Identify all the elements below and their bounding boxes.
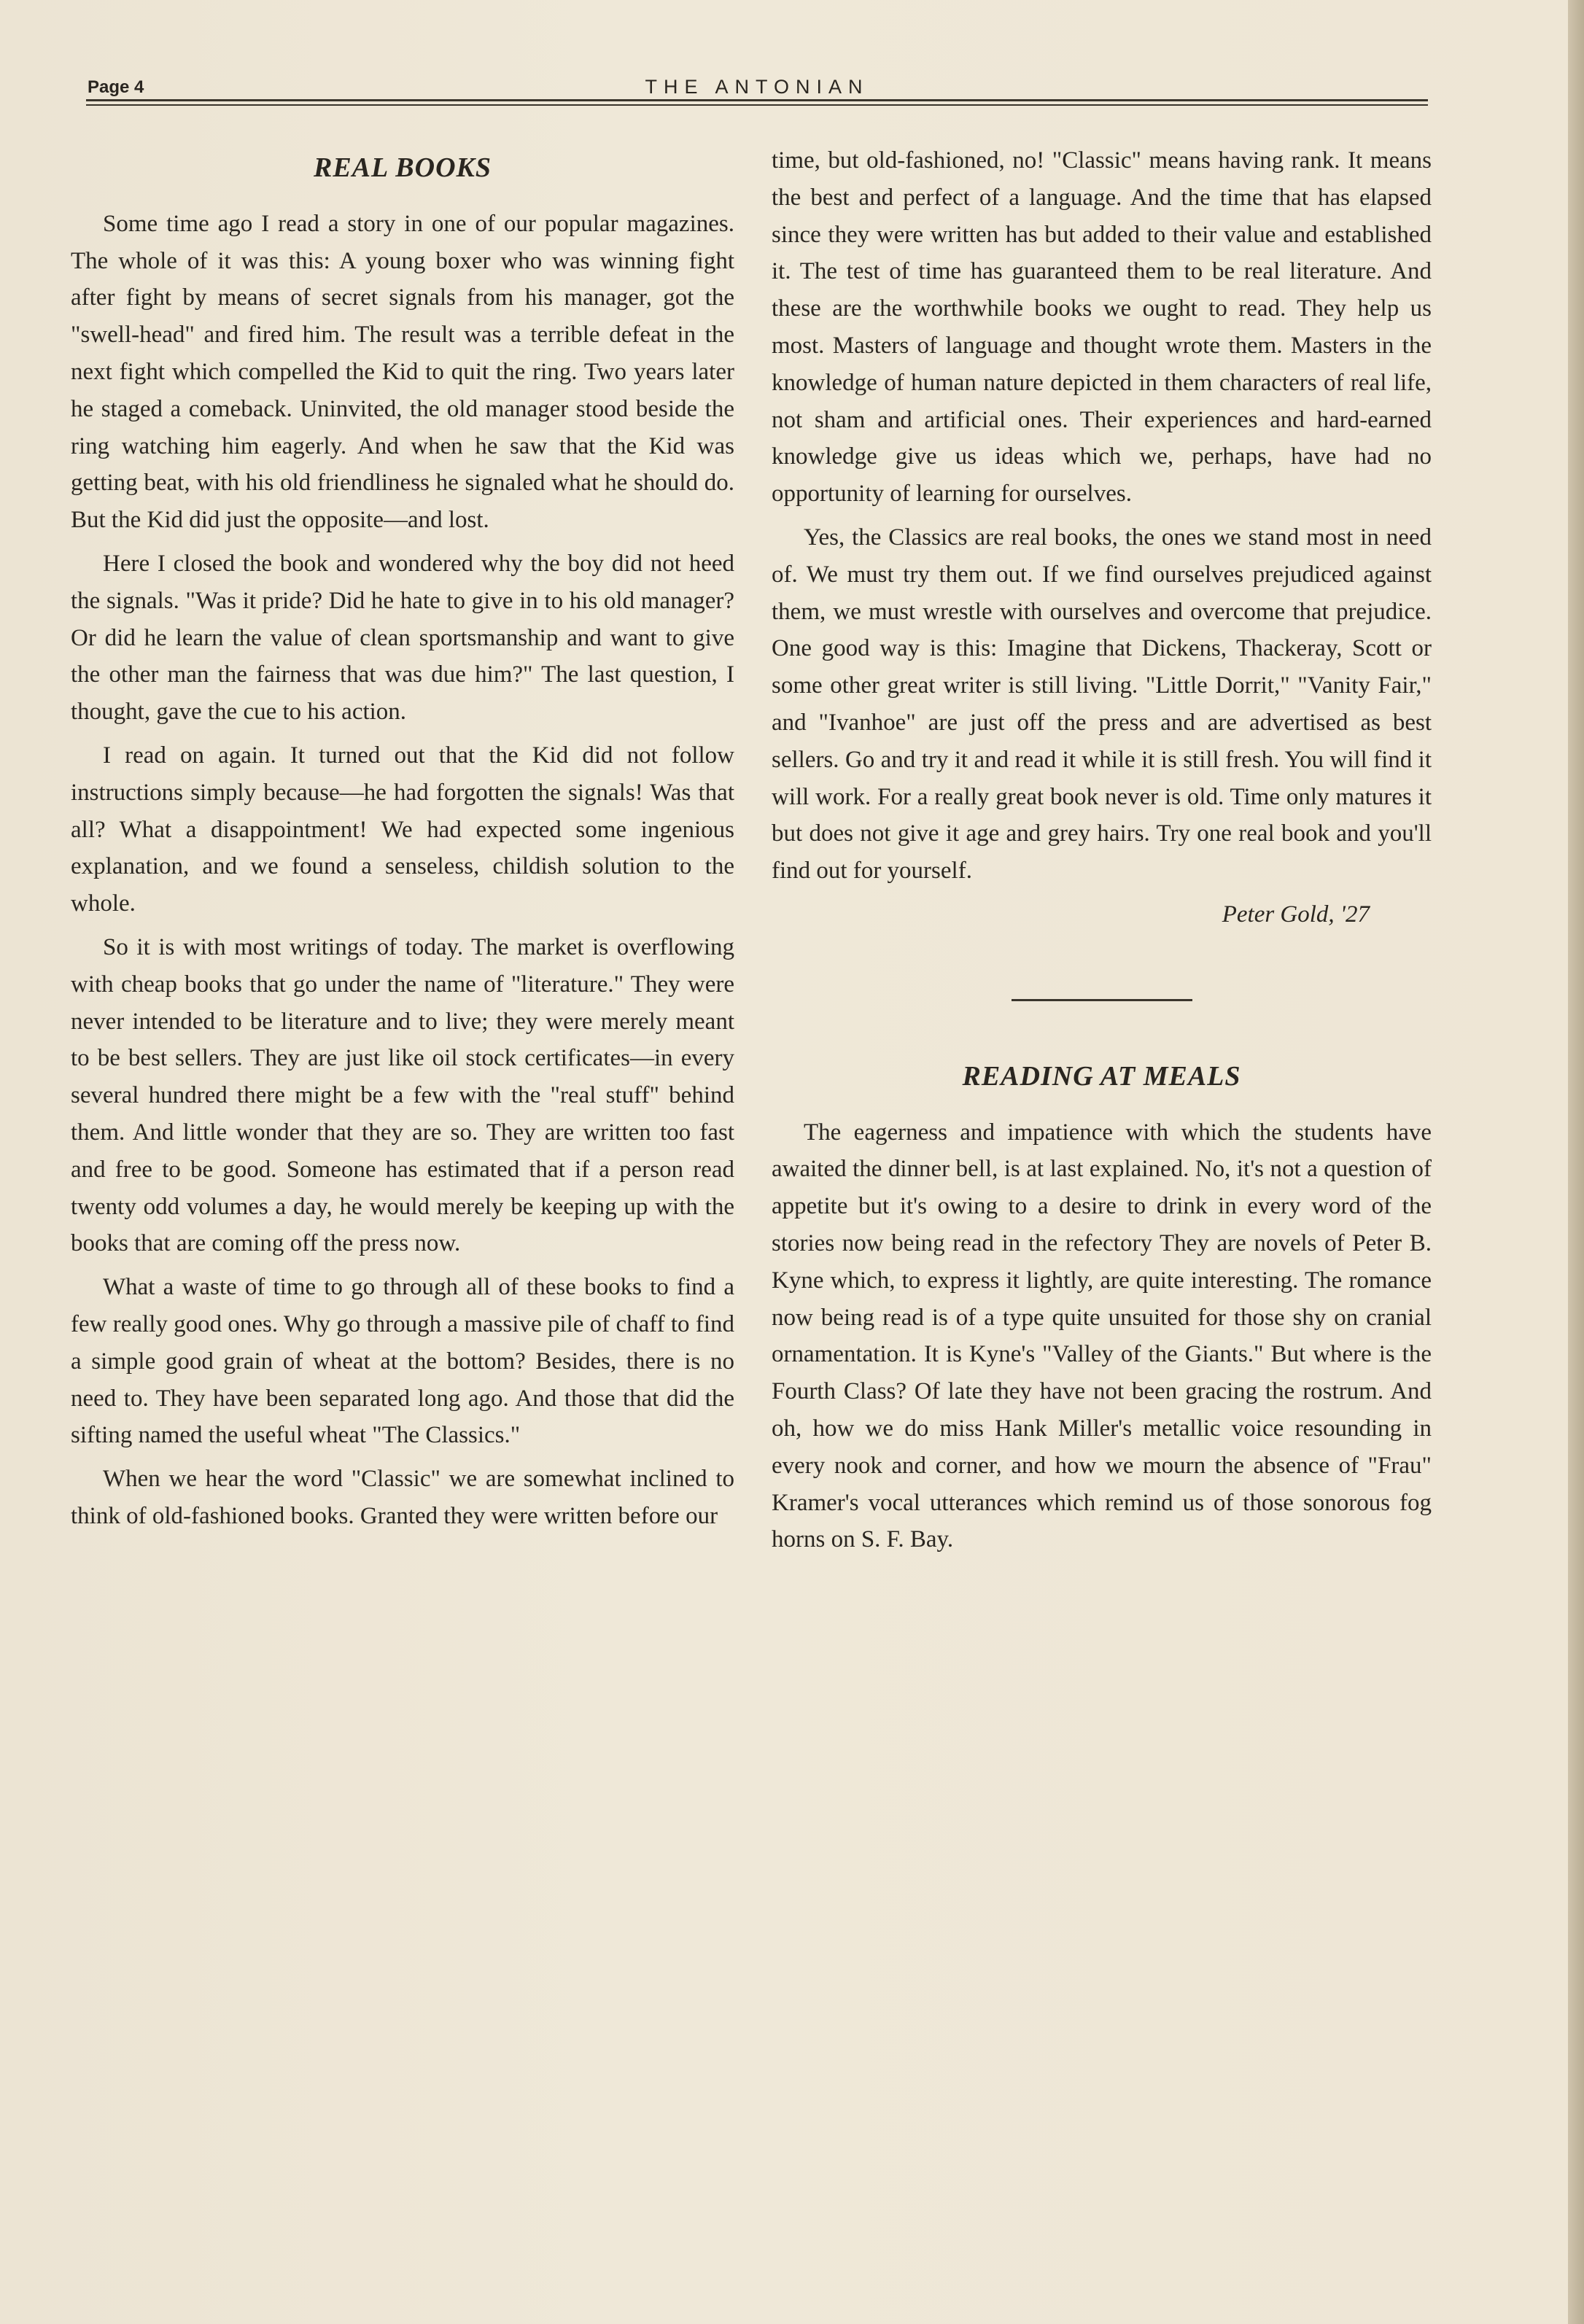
right-column (772, 142, 1432, 1565)
header-rule (86, 99, 1428, 101)
page-number: Page 4 (88, 77, 144, 97)
paragraph: The eagerness and impatience with which the students have awaited the dinner bell, is at last explained. No, it's not a question of appetite but it's owing to a desire to drink in every word of the stories now being read in the refectory They are novels of Peter B. Kyne which, to express it lightly, are quite interesting. The romance now being read is of a type quite unsuited for those shy on cranial ornamentation. It is Kyne's "Valley of the Giants." But where is the Fourth Class? Of late they have not been gracing the rostrum. And oh, how we do miss Hank Miller's metallic voice resounding in every nook and corner, and how we mourn the absence of "Frau" Kramer's vocal utterances which remind us of those sonorous fog horns on S. F. Bay. (772, 1119, 1432, 1553)
author-signature: Peter Gold, '27 (1222, 901, 1370, 928)
paragraph: I read on again. It turned out that the Kid did not follow instructions simply because—he had forgotten the signals! Was that all? What a disappointment! We had expected some ingenious explanation, and we found a senseless, childish solution to the whole. (71, 742, 734, 917)
publication-title: THE ANTONIAN (645, 76, 869, 98)
paragraph: So it is with most writings of today. The market is overflowing with cheap books that go under the name of "literature." They were never intended to be literature and to live; they were merely meant to be best sellers. They are just like oil stock certificates—in every several hundred there might be a few with the "real stuff" behind them. And little wonder that they are so. They are written too fast and free to be good. Someone has estimated that if a person read twenty odd volumes a day, he would merely be keeping up with the books that are coming off the press now. (71, 933, 734, 1257)
paragraph: What a waste of time to go through all of these books to find a few really good ones. Why go through a massive pile of chaff to find a simple good grain of wheat at the bottom? Besides, there is no need to. They have been separated long ago. And those that did the sifting named the useful wheat "The Classics." (71, 1274, 734, 1449)
section-divider (1012, 999, 1192, 1001)
page-edge (1568, 0, 1584, 2324)
paragraph: Some time ago I read a story in one of our popular magazines. The whole of it was this: A young boxer who was winning fight after fight by means of secret signals from his manager, got the "swell-head" and fired him. The result was a terrible defeat in the next fight which compelled the Kid to quit the ring. Two years later he staged a comeback. Uninvited, the old manager stood beside the ring watching him eagerly. And when he saw that the Kid was getting beat, with his old friendliness he signaled what he should do. But the Kid did just the opposite—and lost. (71, 210, 734, 534)
paragraph-continued: time, but old-fashioned, no! "Classic" means having rank. It means the best and perfect of a language. And the time that has elapsed since they were written has but added to their value and established it. The test of time has guaranteed them to be real literature. And these are the worthwhile books we ought to read. They help us most. Masters of language and thought wrote them. Masters in the knowledge of human nature depicted in them characters of real life, not sham and artificial ones. Their experiences and hard-earned knowledge give us ideas which we, perhaps, have had no opportunity of learning for ourselves. (772, 147, 1432, 508)
paragraph: When we hear the word "Classic" we are somewhat inclined to think of old-fashioned books. Granted they were written before our (71, 1466, 734, 1529)
header-rule-double (86, 104, 1428, 106)
paragraph: Here I closed the book and wondered why the boy did not heed the signals. "Was it pride? Did he hate to give in to his old manager? Or did he learn the value of clean sportsmanship and want to give the other man the fairness that was due him?" The last question, I thought, gave the cue to his action. (71, 550, 734, 726)
article-title-real-books: REAL BOOKS (313, 152, 492, 183)
article-title-reading-at-meals: READING AT MEALS (962, 1060, 1241, 1092)
left-column (71, 142, 734, 1542)
paragraph: Yes, the Classics are real books, the ones we stand most in need of. We must try them out. If we find ourselves prejudiced against them, we must wrestle with ourselves and overcome that prejudice. One good way is this: Imagine that Dickens, Thackeray, Scott or some other great writer is still living. "Little Dorrit," "Vanity Fair," and "Ivanhoe" are just off the press and are advertised as best sellers. Go and try it and read it while it is still fresh. You will find it will work. For a really great book never is old. Time only matures it but does not give it age and grey hairs. Try one real book and you'll find out for yourself. (772, 524, 1432, 885)
